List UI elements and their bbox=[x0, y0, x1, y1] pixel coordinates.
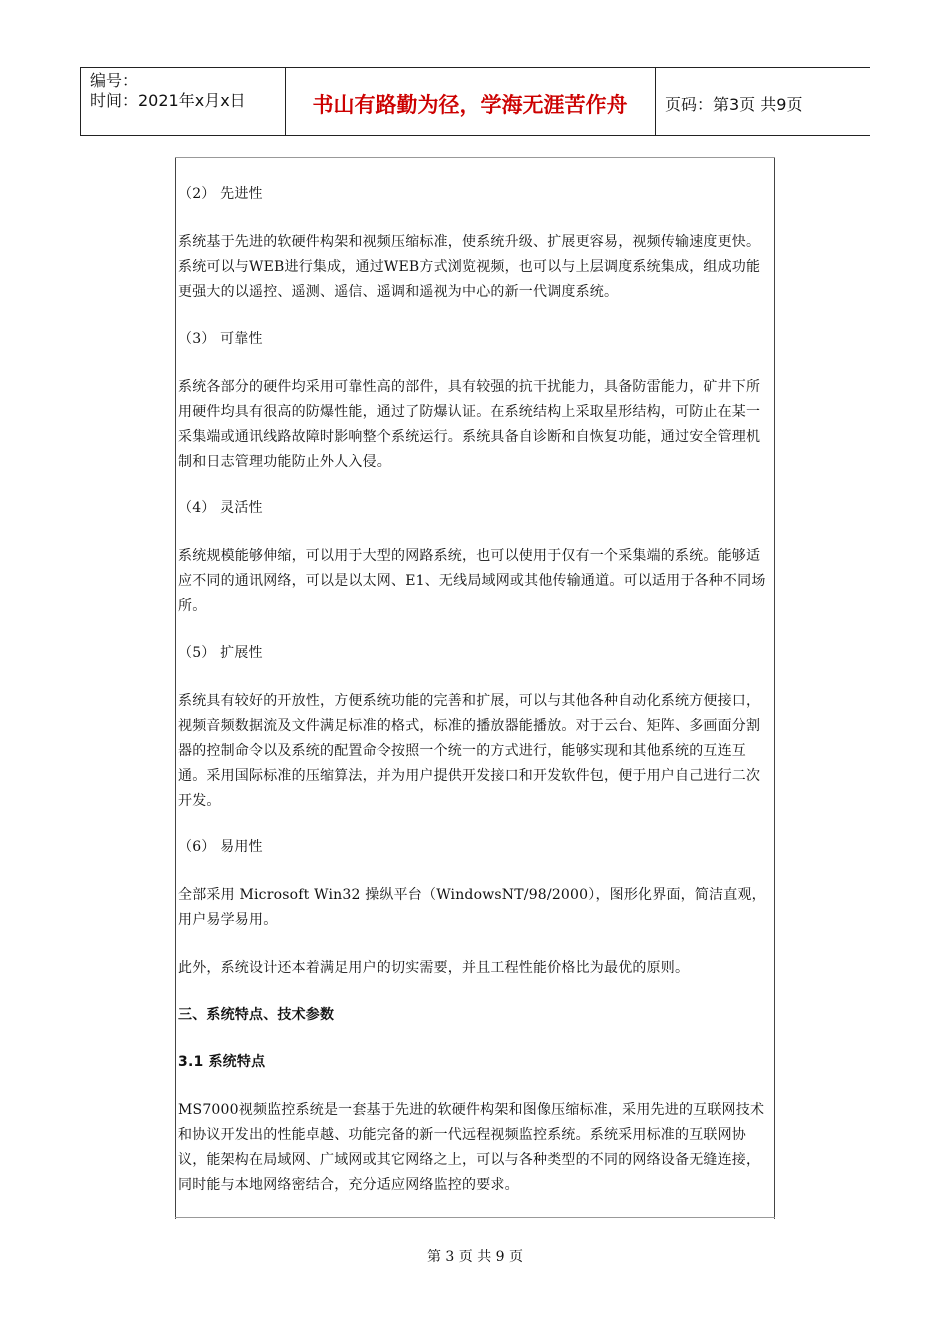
section-body-extensibility: 系统具有较好的开放性，方便系统功能的完善和扩展，可以与其他各种自动化系统方便接口，视频音频数据流及文件满足标准的格式，标准的播放器能播放。对于云台、矩阵、多画面分割器的控制命令以及系统的配置命令按照一个统一的方式进行，能够实现和其他系统的互连互通。采用国际标准的压缩算法，并为用户提供开发接口和开发软件包，便于用户自己进行二次开发。 bbox=[178, 693, 761, 809]
serial-label: 编号： bbox=[90, 71, 139, 90]
header-bottom-rule bbox=[80, 135, 870, 136]
header-page-info: 页码：第3页 共9页 bbox=[665, 95, 803, 114]
content-frame-top bbox=[175, 157, 775, 158]
section-title-usability: （6） 易用性 bbox=[178, 839, 263, 855]
section-body-usability: 全部采用 Microsoft Win32 操纵平台（WindowsNT/98/2000），图形化界面，简洁直观，用户易学易用。 bbox=[178, 887, 766, 928]
section-body-flexibility: 系统规模能够伸缩，可以用于大型的网路系统，也可以使用于仅有一个采集端的系统。能够适应不同的通讯网络，可以是以太网、E1、无线局域网或其他传输通道。可以适用于各种不同场所。 bbox=[178, 548, 766, 614]
section-body-advanced: 系统基于先进的软硬件构架和视频压缩标准，使系统升级、扩展更容易，视频传输速度更快。系统可以与WEB进行集成，通过WEB方式浏览视频，也可以与上层调度系统集成，组成功能更强大的以遥控、遥测、遥信、遥调和遥视为中心的新一代调度系统。 bbox=[178, 234, 761, 300]
header-meta bbox=[90, 71, 246, 111]
subsection-title: 3.1 系统特点 bbox=[178, 1054, 266, 1070]
section-title-advanced: （2） 先进性 bbox=[178, 186, 263, 202]
header-divider bbox=[80, 67, 81, 136]
section-body-reliability: 系统各部分的硬件均采用可靠性高的部件，具有较强的抗干扰能力，具备防雷能力，矿井下所用硬件均具有很高的防爆性能，通过了防爆认证。在系统结构上采取星形结构，可防止在某一采集端或通讯线路故障时影响整个系统运行。系统具备自诊断和自恢复功能，通过安全管理机制和日志管理功能防止外人入侵。 bbox=[178, 379, 761, 470]
page-footer: 第 3 页 共 9 页 bbox=[426, 1249, 524, 1265]
subsection-body: MS7000视频监控系统是一套基于先进的软硬件构架和图像压缩标准，采用先进的互联网技术和协议开发出的性能卓越、功能完备的新一代远程视频监控系统。系统采用标准的互联网协议，能架构在局域网、广域网或其它网络之上，可以与各种类型的不同的网络设备无缝连接，同时能与本地网络密结合，充分适应网络监控的要求。 bbox=[178, 1102, 765, 1193]
section-title-extensibility: （5） 扩展性 bbox=[178, 645, 263, 661]
chapter-title: 三、系统特点、技术参数 bbox=[178, 1007, 335, 1023]
time-label: 时间：2021年x月x日 bbox=[90, 91, 246, 110]
paragraph-principle: 此外，系统设计还本着满足用户的切实需要，并且工程性能价格比为最优的原则。 bbox=[178, 960, 690, 976]
section-title-flexibility: （4） 灵活性 bbox=[178, 500, 263, 516]
content-frame-bottom bbox=[175, 1217, 775, 1218]
header-top-rule bbox=[80, 67, 870, 68]
header-motto: 书山有路勤为径，学海无涯苦作舟 bbox=[312, 93, 628, 117]
page-header bbox=[80, 67, 870, 136]
header-divider bbox=[655, 67, 656, 136]
section-title-reliability: （3） 可靠性 bbox=[178, 331, 263, 347]
